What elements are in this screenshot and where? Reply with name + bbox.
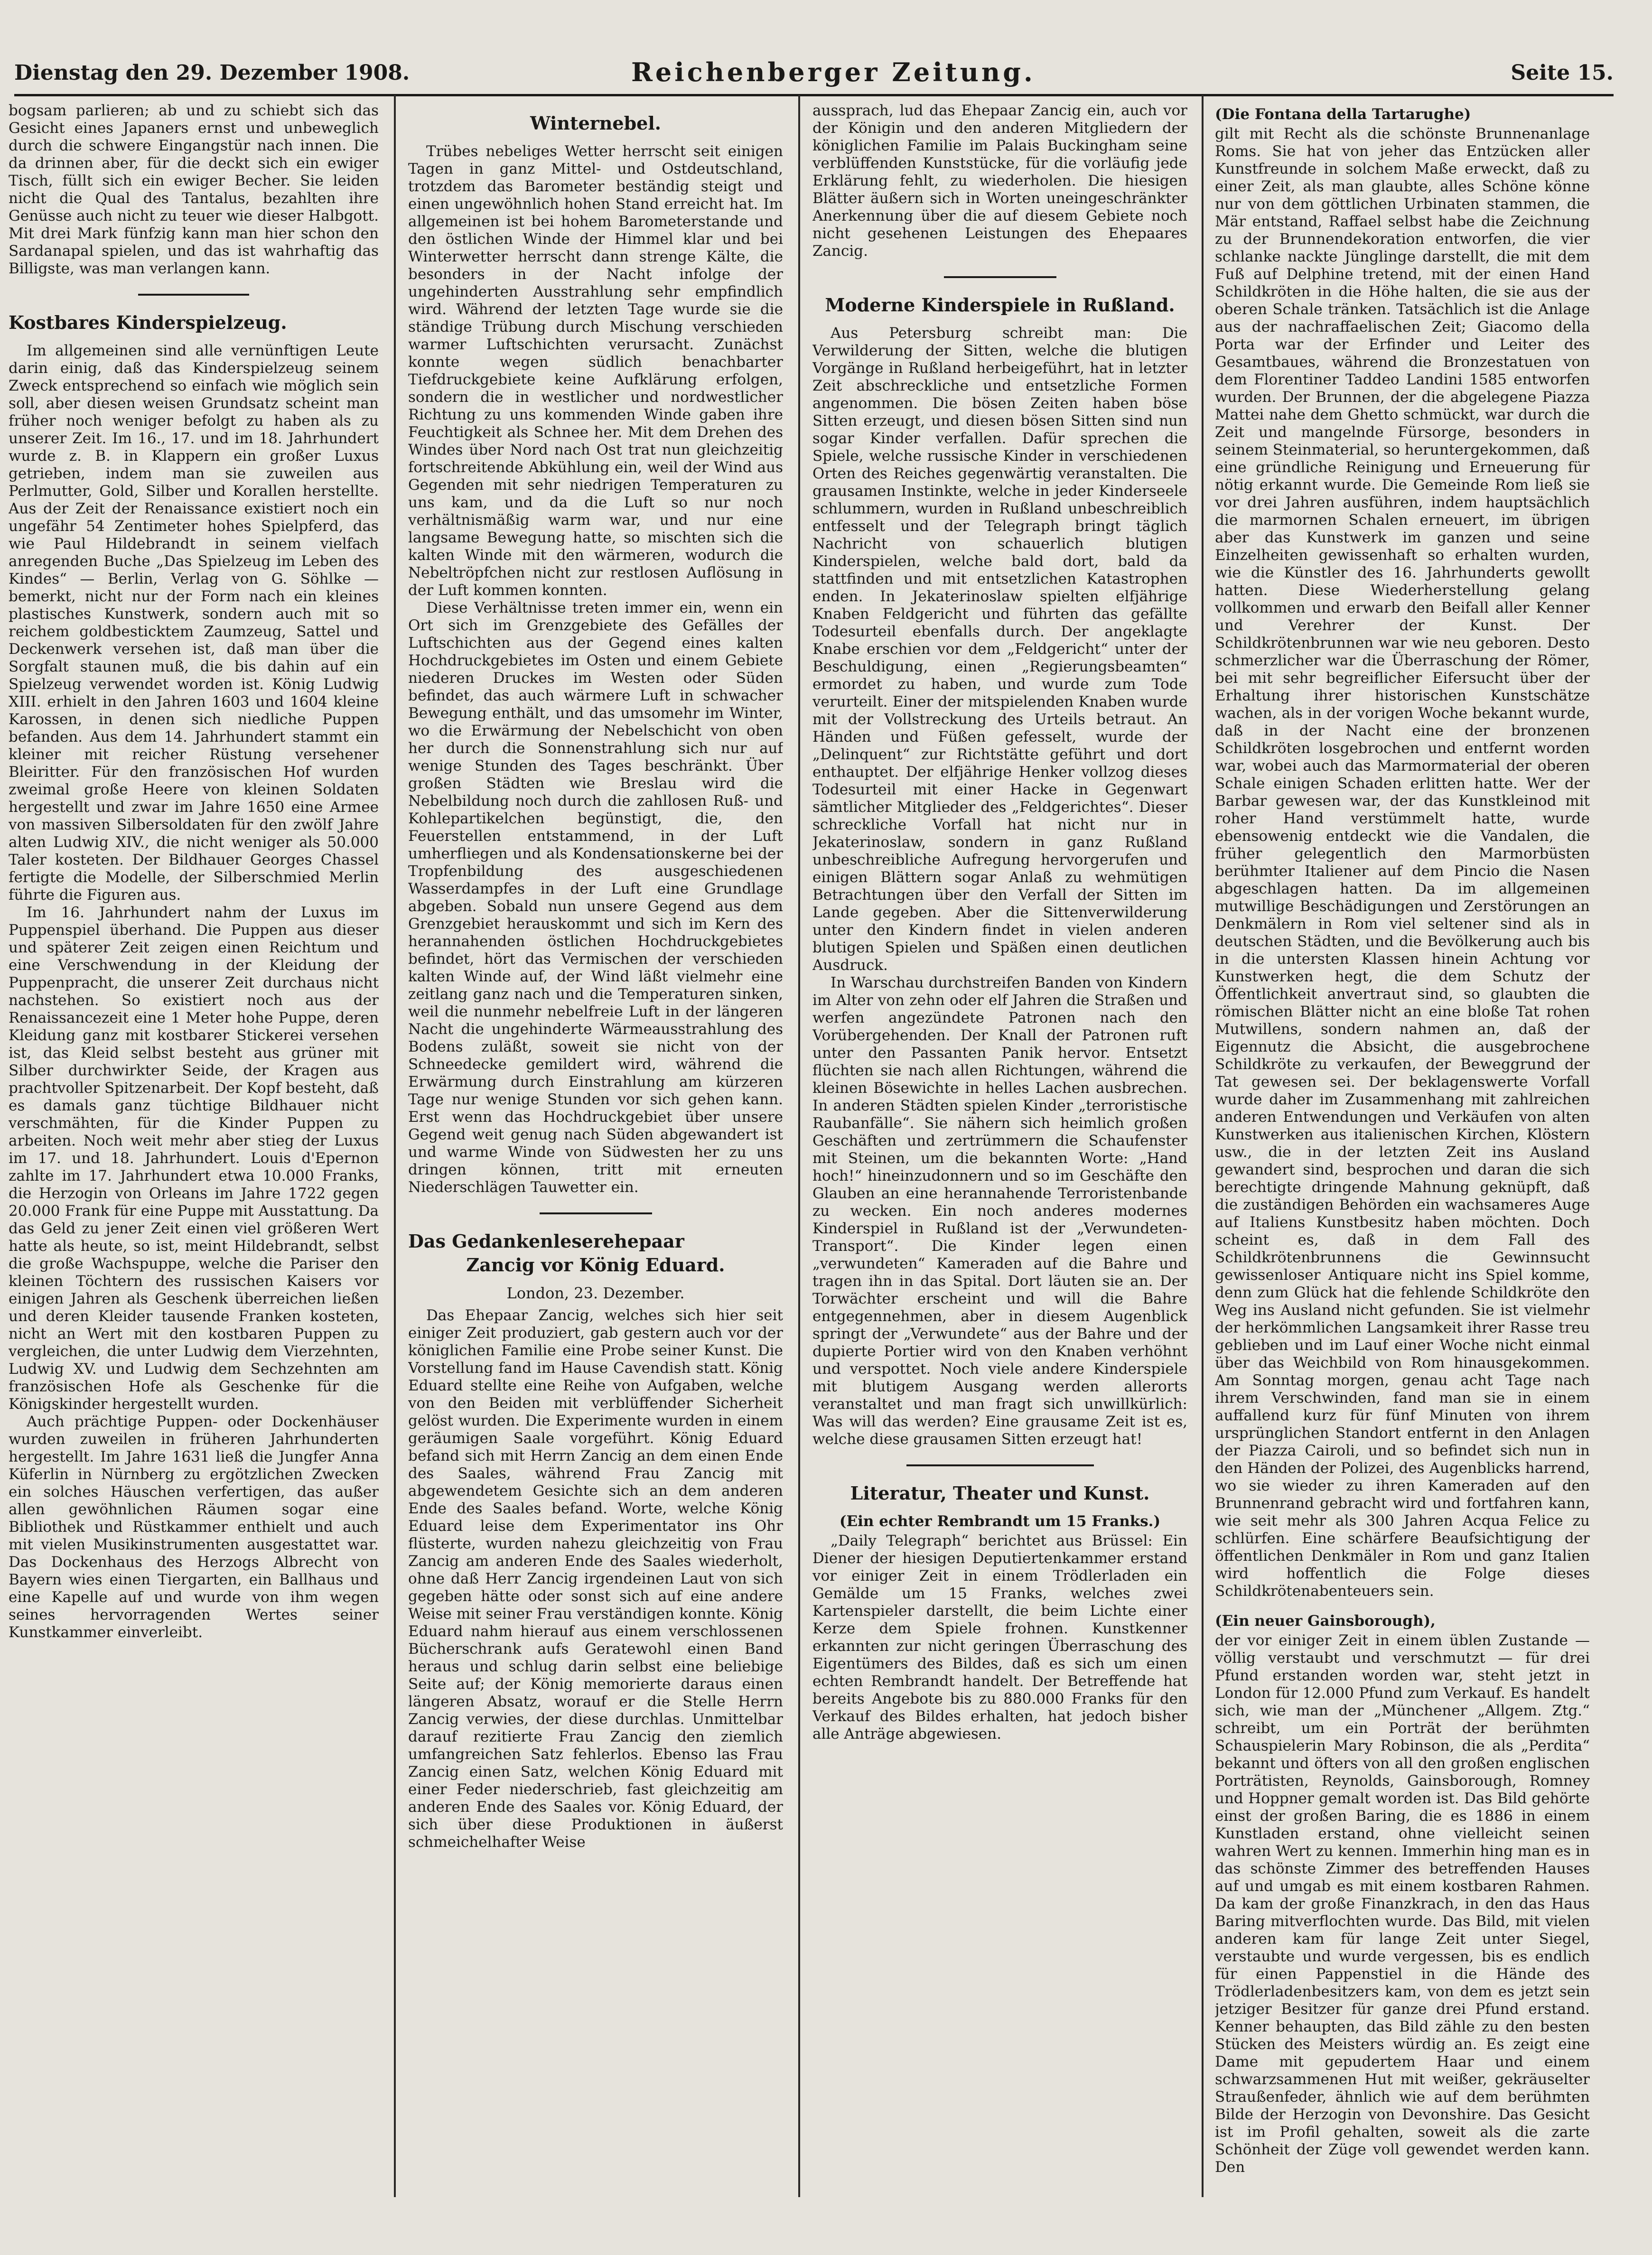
masthead-rule — [14, 94, 1614, 96]
section-heading-literatur: Literatur, Theater und Kunst. — [850, 1482, 1150, 1504]
newspaper-title: Reichenberger Zeitung. — [631, 57, 1036, 87]
column-divider — [798, 95, 800, 2197]
section-separator — [138, 294, 249, 296]
paragraph: Diese Verhältnisse treten immer ein, wenn ein Ort sich im Grenzgebiete des Gefälles der Luftschichten aus der Gegend eines kalten Hochdruckgebietes im Osten und einem Gebiete niederen Druckes im Westen oder Süden befindet, das auch wärmere Luft in schwacher Bewegung enthält, und das umsomehr im Winter, wo die Erwärmung der Nebelschicht von oben her durch die Sonnenstrahlung sich nur auf wenige Stunden des Tages beschränkt. Über großen Städten wie Breslau wird die Nebelbildung noch durch die zahllosen Ruß- und Kohlepartikelchen begünstigt, die, den Feuerstellen entstammend, in der Luft umherfliegen und als Kondensationskerne bei der Tropfenbildung des ausgeschiedenen Wasserdampfes in der Luft eine Grundlage abgeben. Sobald nun unsere Gegend aus dem Grenzgebiet herauskommt und sich im Kern des herannahenden östlichen Hochdruckgebietes befindet, hört das Vermischen der verschieden kalten Winde auf, der Wind läßt vielmehr eine zeitlang ganz nach und die Temperaturen sinken, weil die nunmehr nebelfreie Luft in der längeren Nacht die ungehinderte Wärmeausstrahlung des Bodens zuläßt, soweit sie nicht von der Schneedecke gemildert wird, während die Erwärmung durch Einstrahlung am kürzeren Tage nur wenige Stunden vor sich gehen kann. Erst wenn das Hochdruckgebiet über unsere Gegend weit genug nach Süden abgewandert ist und warme Winde von Südwesten her zu uns dringen können, tritt mit erneuten Niederschlägen Tauwetter ein. — [408, 599, 783, 1196]
paragraph: In Warschau durchstreifen Banden von Kindern im Alter von zehn oder elf Jahren die Straßen und werfen angezündete Patronen nach den Vorübergehenden. Der Knall der Patronen ruft unter den Passanten Panik hervor. Entsetzt flüchten sie nach allen Richtungen, während die kleinen Bösewichte in helles Lachen ausbrechen. In anderen Städten spielen Kinder „terroristische Raubanfälle“. Sie nähern sich heimlich großen Geschäften und zertrümmern die Schaufenster mit Steinen, um die bekannten Worte: „Hand hoch!“ hineinzudonnern und so im Geschäfte den Glauben an eine herannahende Terroristenbande zu wecken. Ein noch anderes modernes Kinderspiel in Rußland ist der „Verwundeten-Transport“. Die Kinder legen einen „verwundeten“ Kameraden auf die Bahre und tragen ihn in das Spital. Dort läuten sie an. Der Torwächter erscheint und will die Bahre entgegennehmen, aber in diesem Augenblick springt der „Verwundete“ aus der Bahre und der dupierte Portier wird von den Knaben verhöhnt und verspottet. Noch viele andere Kinderspiele mit blutigem Ausgang werden allerorts veranstaltet und man fragt sich unwillkürlich: Was will das werden? Eine grausame Zeit ist es, welche diese grausamen Sitten erzeugt hat! — [812, 974, 1187, 1448]
page-number: Seite 15. — [1511, 61, 1614, 85]
section-separator — [906, 1464, 1094, 1466]
paragraph: der vor einiger Zeit in einem üblen Zustande — völlig verstaubt und verschmutzt — für drei Pfund erstanden worden war, steht jetzt in London für 12.000 Pfund zum Verkauf. Es handelt sich, wie man der „Münchener „Allgem. Ztg.“ schreibt, um ein Porträt der berühmten Schauspielerin Mary Robinson, die als „Perdita“ bekannt und öfters von all den großen englischen Porträtisten, Reynolds, Gainsborough, Romney und Hoppner gemalt worden ist. Das Bild gehörte einst der großen Baring, die es 1886 in einem Kunstladen erstand, ohne vielleicht seinen wahren Wert zu kennen. Immerhin hing man es in das schönste Zimmer des betreffenden Hauses auf und umgab es mit einem kostbaren Rahmen. Da kam der große Finanzkrach, in den das Haus Baring mitverflochten wurde. Das Bild, mit vielen anderen kam für lange Zeit unter Siegel, verstaubte und wurde vergessen, bis es endlich für einen Pappenstiel in die Hände des Trödlerladenbesitzers kam, von dem es jetzt sein jetziger Besitzer für ganze drei Pfund erstand. Kenner behaupten, das Bild zähle zu den besten Stücken des Meisters würdig an. Es zeigt eine Dame mit gepudertem Haar und einem schwarzsammenen Hut mit weißer, gekräuselter Straußenfeder, ähnlich wie auf dem berühmten Bilde der Herzogin von Devonshire. Das Gesicht ist im Profil gehalten, soweit als die zarte Schönheit der Züge voll gewendet werden kann. Den — [1215, 1632, 1590, 2176]
paragraph: Trübes nebeliges Wetter herrscht seit einigen Tagen in ganz Mittel- und Ostdeutschland, trotzdem das Barometer beständig steigt und einen ungewöhnlich hohen Stand erreicht hat. Im allgemeinen ist bei hohem Barometerstande und den östlichen Winde der Himmel klar und bei Winterwetter herrscht dann strenge Kälte, die besonders in der Nacht infolge der ungehinderten Ausstrahlung sehr empfindlich wird. Während der letzten Tage wurde sie die ständige Trübung durch Mischung verschieden warmer Luftschichten verursacht. Zunächst konnte wegen südlich benachbarter Tiefdruckgebiete keine Aufklärung erfolgen, sondern die in westlicher und nordwestlicher Richtung zu uns kommenden Winde gaben ihre Feuchtigkeit als Schnee her. Mit dem Drehen des Windes über Nord nach Ost trat nun gleichzeitig fortschreitende Abkühlung ein, weil der Wind aus Gegenden mit sehr niedrigen Temperaturen zu uns kam, und da die Luft so nur noch verhältnismäßig warm war, und nur eine langsame Bewegung hatte, so mischten sich die kalten Winde mit den wärmeren, wodurch die Nebeltröpfchen nicht zur restlosen Auflösung in der Luft kommen konnten. — [408, 143, 783, 599]
article-heading-kinderspiele: Moderne Kinderspiele in Rußland. — [825, 294, 1175, 316]
article-heading-gedankenleser: Das Gedankenleserehepaar — [408, 1230, 684, 1252]
column-divider — [1202, 95, 1204, 2197]
item-heading-fontana: (Die Fontana della Tartarughe) — [1215, 106, 1471, 123]
article-continuation: bogsam parlieren; ab und zu schiebt sich das Gesicht eines Japaners ernst und unbeweglich durch die schwere Eingangstür nach innen. Die da drinnen aber, für die deckt sich ein ewiger Tisch, füllt sich ein ewiger Becher. Sie leiden nicht die Qual des Tantalus, bezahlten ihre Genüsse auch nicht zu teuer wie dieser Halbgott. Mit drei Mark fünfzig kann man hier schon den Sardanapal spielen, und das ist wahrhaftig das Billigste, was man verlangen kann. — [9, 102, 379, 277]
column-2 — [408, 102, 783, 2199]
paragraph: Auch prächtige Puppen- oder Dockenhäuser wurden zuweilen in früheren Jahrhunderten hergestellt. Im Jahre 1631 ließ die Jungfer Anna Küferlin in Nürnberg zu ergötzlichen Zwecken ein solches Häuschen verfertigen, das außer allen gewöhnlichen Räumen sogar eine Bibliothek und Rüstkammer enthielt und auch mit vielen Musikinstrumenten ausgestattet war. Das Dockenhaus des Herzogs Albrecht von Bayern wies einen Tiergarten, ein Ballhaus und eine Kapelle auf und wurde von ihm wegen seines hervorragenden Wertes seiner Kunstkammer einverleibt. — [9, 1413, 379, 1641]
section-separator — [944, 276, 1056, 278]
dateline: London, 23. Dezember. — [506, 1284, 685, 1302]
column-divider — [394, 95, 396, 2197]
paragraph: Im 16. Jahrhundert nahm der Luxus im Puppenspiel überhand. Die Puppen aus dieser und späterer Zeit zeigen einen Reichtum und eine Verschwendung in der Kleidung der Puppenpracht, die unserer Zeit durchaus nicht nachstehen. So existiert noch aus der Renaissancezeit eine 1 Meter hohe Puppe, deren Kleidung ganz mit kostbarer Stickerei versehen ist, das Kleid selbst besteht aus grüner mit Silber durchwirkter Seide, der Kragen aus prachtvoller Spitzenarbeit. Der Kopf besteht, daß es damals ganz tüchtige Bildhauer nicht verschmähten, für die Kinder Puppen zu arbeiten. Noch weit mehr aber stieg der Luxus im 17. und 18. Jahrhundert. Louis d'Epernon zahlte im 17. Jahrhundert etwa 10.000 Franks, die Herzogin von Orleans im Jahre 1722 gegen 20.000 Frank für eine Puppe mit Ausstattung. Da das Geld zu jener Zeit einen viel größeren Wert hatte als heute, so ist, meint Hildebrandt, selbst die große Wachspuppe, welche die Pariser den kleinen Töchtern des russischen Kaisers vor einigen Jahren als Geschenk überreichen ließen und deren Kleider tausende Franken kosteten, nicht an Wert mit den kostbaren Puppen zu vergleichen, die unter Ludwig dem Vierzehnten, Ludwig XV. und Ludwig dem Sechzehnten am französischen Hofe als Geschenke für die Königskinder hergestellt wurden. — [9, 904, 379, 1413]
paragraph: Aus Petersburg schreibt man: Die Verwilderung der Sitten, welche die blutigen Vorgänge in Rußland herbeigeführt, hat in letzter Zeit abschreckliche und entsetzliche Formen angenommen. Die bösen Zeiten haben böse Sitten erzeugt, und diesen bösen Sitten sind nun sogar Kinder verfallen. Dafür sprechen die Spiele, welche russische Kinder in verschiedenen Orten des Reiches gegenwärtig veranstalten. Die grausamen Instinkte, welche in jeder Kinderseele schlummern, wurden in Rußland unbeschreiblich entfesselt und der Telegraph bringt täglich Nachricht von schauerlich blutigen Kinderspielen, welche bald dort, bald da stattfinden und mit entsetzlichen Katastrophen enden. In Jekaterinoslaw spielten elfjährige Knaben Feldgericht und führten das gefällte Todesurteil ebenfalls durch. Der angeklagte Knabe erschien vor dem „Feldgericht“ unter der Beschuldigung, einen „Regierungsbeamten“ ermordet zu haben, und wurde zum Tode verurteilt. Einer der mitspielenden Knaben wurde mit der Vollstreckung des Urteils betraut. An Händen und Füßen gefesselt, wurde der „Delinquent“ zur Richtstätte geführt und dort enthauptet. Der elfjährige Henker vollzog dieses Todesurteil mit einer Hacke in Gegenwart sämtlicher Mitglieder des „Feldgerichtes“. Dieser schreckliche Vorfall hat nicht nur in Jekaterinoslaw, sondern in ganz Rußland unbeschreibliche Aufregung hervorgerufen und einigen Blättern sogar Anlaß zu wehmütigen Betrachtungen über den Verfall der Sitten im Lande gegeben. Aber die Sittenverwilderung unter den Kindern findet in vielen anderen blutigen Spielen und Späßen einen deutlichen Ausdruck. — [812, 325, 1187, 974]
paragraph: „Daily Telegraph“ berichtet aus Brüssel: Ein Diener der hiesigen Deputiertenkammer erstand vor einiger Zeit in einem Trödlerladen ein Gemälde um 15 Franks, welches zwei Kartenspieler darstellt, die beim Lichte einer Kerze dem Spiele frohnen. Kunstkenner erkannten zur nicht geringen Überraschung des Eigentümers des Bildes, daß es sich um einen echten Rembrandt handelt. Der Betreffende hat bereits Angebote bis zu 880.000 Franks für den Verkauf des Bildes erhalten, hat jedoch bisher alle Anträge abgewiesen. — [812, 1532, 1187, 1742]
article-heading-spielzeug: Kostbares Kinderspielzeug. — [9, 312, 287, 333]
paragraph: Das Ehepaar Zancig, welches sich hier seit einiger Zeit produziert, gab gestern auch vor der königlichen Familie eine Probe seiner Kunst. Die Vorstellung fand im Hause Cavendish statt. König Eduard stellte eine Reihe von Aufgaben, welche von den Beiden mit verblüffender Sicherheit gelöst wurden. Die Experimente wurden in einem geräumigen Saale vorgeführt. König Eduard befand sich mit Herrn Zancig an dem einen Ende des Saales, während Frau Zancig mit abgewendetem Gesichte sich an dem anderen Ende des Saales befand. Worte, welche König Eduard leise dem Experimentator ins Ohr flüsterte, wurden nahezu gleichzeitig von Frau Zancig am anderen Ende des Saales wiederholt, ohne daß Herr Zancig irgendeinen Laut von sich gegeben hätte oder sonst sich auf eine andere Weise mit seiner Frau verständigen konnte. König Eduard nahm hierauf aus einem verschlossenen Bücherschrank aufs Geratewohl einen Band heraus und schlug darin selbst eine beliebige Seite auf; der König memorierte daraus einen längeren Absatz, worauf er die Stelle Herrn Zancig verwies, der diese durchlas. Unmittelbar darauf rezitierte Frau Zancig den ziemlich umfangreichen Satz fehlerlos. Ebenso las Frau Zancig einen Satz, welchen König Eduard mit einer Feder niederschrieb, fast gleichzeitig am anderen Ende des Saales vor. König Eduard, der sich über diese Produktionen in äußerst schmeichelhafter Weise — [408, 1307, 783, 1851]
paragraph: gilt mit Recht als die schönste Brunnenanlage Roms. Sie hat von jeher das Entzücken aller Kunstfreunde in solchem Maße erweckt, daß zu einer Zeit, als man glaubte, alles Schöne könne nur von dem göttlichen Urbinaten stammen, die Mär entstand, Raffael selbst habe die Zeichnung zu der Brunnendekoration entworfen, die vier schlanke nackte Jünglinge darstellt, die mit dem Fuß auf Delphine tretend, mit der einen Hand Schildkröten in die Höhe halten, die sie aus der oberen Schale tränken. Tatsächlich ist die Anlage aus der nachraffaelischen Zeit; Giacomo della Porta war der Erfinder und Leiter des Gesamtbaues, während die Bronzestatuen von dem Florentiner Taddeo Landini 1585 entworfen wurden. Der Brunnen, der die abgelegene Piazza Mattei nahe dem Ghetto schmückt, war durch die Zeit und mangelnde Fürsorge, besonders in seinem Steinmaterial, so heruntergekommen, daß eine gründliche Reinigung und Erneuerung für nötig erkannt wurde. Die Gemeinde Rom ließ sie vor drei Jahren ausführen, indem hauptsächlich die marmornen Schalen erneuert, im übrigen aber das Kunstwerk im ganzen und seine Einzelheiten gewissenhaft so erhalten wurden, wie die Künstler des 16. Jahrhunderts gewollt hatten. Diese Wiederherstellung gelang vollkommen und erwarb den Beifall aller Kenner und Verehrer der Kunst. Der Schildkrötenbrunnen war wie neu geboren. Desto schmerzlicher war die Überraschung der Römer, bei mit sehr begreiflicher Eifersucht über der Erhaltung ihrer historischen Kunstschätze wachen, als in der vorigen Woche bekannt wurde, daß in der Nacht eine der bronzenen Schildkröten losgebrochen und entfernt worden war, wobei auch das Marmormaterial der oberen Schale einigen Schaden erlitten hatte. Wer der Barbar gewesen war, der das Kunstkleinod mit roher Hand verstümmelt hatte, wurde ebensowenig entdeckt wie die Vandalen, die früher gelegentlich den Marmorbüsten berühmter Italiener auf dem Pincio die Nasen abgeschlagen hatten. Da im allgemeinen mutwillige Beschädigungen und Zerstörungen an Denkmälern in Rom viel seltener sind als in deutschen Städten, und die Bevölkerung auch bis in die untersten Klassen hinein Achtung vor Kunstwerken hegt, die dem Schutz der Öffentlichkeit anvertraut sind, so glaubten die römischen Blätter nicht an eine bloße Tat rohen Mutwillens, sondern nahmen an, daß der Eigennutz die Absicht, die ausgebrochene Schildkröte zu verkaufen, der Beweggrund der Tat gewesen sei. Der beklagenswerte Vorfall wurde daher im Zusammenhang mit zahlreichen anderen Entwendungen und Verkäufen von alten Kunstwerken aus italienischen Kirchen, Klöstern usw., die in der letzten Zeit ins Ausland gewandert sind, besprochen und daran die sich berechtigte dringende Mahnung geknüpft, daß die zuständigen Behörden ein wachsameres Auge auf Italiens Kunstbesitz haben möchten. Doch scheint es, daß in dem Fall des Schildkrötenbrunnens die Gewinnsucht gewissenloser Antiquare nicht ins Spiel komme, denn zum Glück hat die fehlende Schildkröte den Weg ins Ausland nicht gefunden. Sie ist vielmehr der herkömmlichen Langsamkeit ihrer Rasse treu geblieben und im Lauf einer Woche nicht einmal über das Weichbild von Rom hinausgekommen. Am Sonntag morgen, genau acht Tage nach ihrem Verschwinden, fand man sie in einem auffallend kurz für fünf Minuten von ihrem ursprünglichen Standort entfernt in den Anlagen der Piazza Cairoli, und so befindet sich nun in den Händen der Polizei, des Augenblicks harrend, wo sie wieder zu ihren Kameraden auf den Brunnenrand gebracht wird und fortfahren kann, wie seit mehr als 300 Jahren Acqua Felice zu schlürfen. Eine schärfere Beaufsichtigung der öffentlichen Denkmäler in Rom und ganz Italien wird hoffentlich die Folge dieses Schildkrötenabenteuers sein. — [1215, 125, 1590, 1600]
issue-date: Dienstag den 29. Dezember 1908. — [14, 61, 410, 85]
article-continuation: aussprach, lud das Ehepaar Zancig ein, auch vor der Königin und den anderen Mitgliedern der königlichen Familie im Palais Buckingham seine verblüffenden Kunststücke, für die vorläufig jede Erklärung fehlt, zu wiederholen. Die hiesigen Blätter äußern sich in Worten uneingeschränkter Anerkennung über die auf diesem Gebiete noch nicht gesehenen Leistungen des Ehepaares Zancig. — [812, 102, 1187, 260]
column-3 — [812, 102, 1187, 2199]
column-1 — [9, 102, 379, 2199]
column-4 — [1215, 102, 1590, 2199]
item-heading-gainsborough: (Ein neuer Gainsborough), — [1215, 1612, 1436, 1630]
item-heading-rembrandt: (Ein echter Rembrandt um 15 Franks.) — [839, 1513, 1161, 1530]
article-heading-winternebel: Winternebel. — [530, 112, 662, 134]
article-subheading-zancig: Zancig vor König Eduard. — [466, 1254, 725, 1276]
section-separator — [540, 1212, 652, 1214]
masthead — [14, 57, 1614, 95]
paragraph: Im allgemeinen sind alle vernünftigen Leute darin einig, daß das Kinderspielzeug seinem Zweck entsprechend so einfach wie möglich sein soll, aber diesen weisen Grundsatz scheint man früher noch weniger befolgt zu haben als zu unserer Zeit. Im 16., 17. und im 18. Jahrhundert wurde z. B. in Klappern ein großer Luxus getrieben, indem man sie zuweilen aus Perlmutter, Gold, Silber und Korallen herstellte. Aus der Zeit der Renaissance existiert noch ein ungefähr 54 Zentimeter hohes Spielpferd, das wie Paul Hildebrandt in seinem vielfach anregenden Buche „Das Spielzeug im Leben des Kindes“ — Berlin, Verlag von G. Söhlke — bemerkt, nicht nur der Form nach ein kleines plastisches Kunstwerk, sondern auch mit so reichem goldbesticktem Zaumzeug, Sattel und Deckenwerk versehen ist, daß man über die Sorgfalt staunen muß, die bis dahin auf ein Spielzeug verwendet worden ist. König Ludwig XIII. erhielt in den Jahren 1603 und 1604 kleine Karossen, in denen sich niedliche Puppen befanden. Aus dem 14. Jahrhundert stammt ein kleiner mit reicher Rüstung versehener Bleiritter. Für den französischen Hof wurden zweimal große Heere von kleinen Soldaten hergestellt und zwar im Jahre 1650 eine Armee von massiven Silbersoldaten für den zwölf Jahre alten Ludwig XIV., die nicht weniger als 50.000 Taler kosteten. Der Bildhauer Georges Chassel fertigte die Modelle, der Silberschmied Merlin führte die Figuren aus. — [9, 342, 379, 904]
